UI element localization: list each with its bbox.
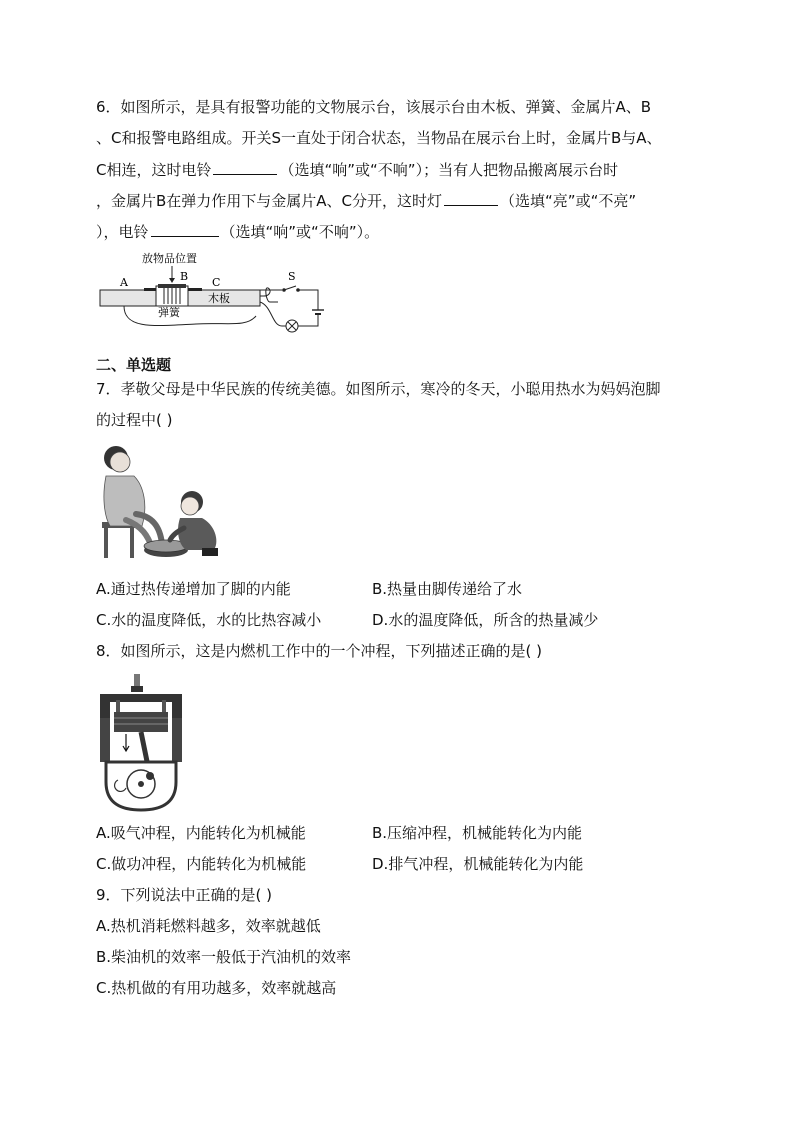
q6-line-1: 6．如图所示，是具有报警功能的文物展示台，该展示台由木板、弹簧、金属片A、B xyxy=(96,98,652,116)
q7-option-c[interactable]: C.水的温度降低，水的比热容减小 xyxy=(96,611,322,629)
q7-line-2: 的过程中( ) xyxy=(96,411,173,429)
q9-option-b[interactable]: B.柴油机的效率一般低于汽油机的效率 xyxy=(96,948,352,966)
q9-option-c[interactable]: C.热机做的有用功越多，效率就越高 xyxy=(96,979,337,997)
section-title-single-choice: 二、单选题 xyxy=(96,356,172,374)
q7-line-1: 7．孝敬父母是中华民族的传统美德。如图所示，寒冷的冬天，小聪用热水为妈妈泡脚 xyxy=(96,380,661,398)
label-c: C xyxy=(212,276,221,289)
label-object-position: 放物品位置 xyxy=(142,252,197,265)
q6-blank-1[interactable] xyxy=(213,158,277,175)
metal-plate-a xyxy=(144,288,156,291)
q6-line-3 xyxy=(96,158,618,181)
spark-plug-icon xyxy=(134,674,140,688)
child-body xyxy=(178,518,216,550)
mother-face xyxy=(110,452,130,472)
q9-line-1: 9．下列说法中正确的是( ) xyxy=(96,886,273,904)
q6-line-4-b: （选填“亮”或“不亮” xyxy=(500,192,637,210)
q7-foot-bath-illustration xyxy=(96,436,228,564)
q7-option-b[interactable]: B.热量由脚传递给了水 xyxy=(372,580,523,598)
piston xyxy=(114,712,168,732)
q6-line-3-a: C相连，这时电铃 xyxy=(96,161,212,179)
q8-option-c[interactable]: C.做功冲程，内能转化为机械能 xyxy=(96,855,307,873)
q6-blank-3[interactable] xyxy=(151,220,219,237)
q8-option-b[interactable]: B.压缩冲程，机械能转化为内能 xyxy=(372,824,583,842)
q6-line-2: 、C和报警电路组成。开关S一直处于闭合状态，当物品在展示台上时，金属片B与A、 xyxy=(96,129,662,147)
q8-option-d[interactable]: D.排气冲程，机械能转化为内能 xyxy=(372,855,584,873)
label-a: A xyxy=(120,276,128,289)
q6-line-5-b: （选填“响”或“不响”）。 xyxy=(220,223,380,241)
label-b: B xyxy=(180,270,189,283)
q6-circuit-figure xyxy=(96,250,326,342)
child-face xyxy=(181,497,199,515)
q6-line-4 xyxy=(96,189,636,212)
q7-option-d[interactable]: D.水的温度降低，所含的热量减少 xyxy=(372,611,599,629)
q7-option-a[interactable]: A.通过热传递增加了脚的内能 xyxy=(96,580,291,598)
q6-line-3-b: （选填“响”或“不响”）；当有人把物品搬离展示台时 xyxy=(279,161,619,179)
q8-engine-diagram xyxy=(96,672,186,812)
label-s: S xyxy=(288,270,296,283)
q6-line-4-a: ，金属片B在弹力作用下与金属片A、C分开，这时灯 xyxy=(96,192,443,210)
label-board: 木板 xyxy=(208,292,230,305)
metal-plate-b xyxy=(158,284,186,288)
metal-plate-c xyxy=(188,288,202,291)
q6-line-5-a: ），电铃 xyxy=(96,223,149,241)
q6-line-5 xyxy=(96,220,379,243)
q6-blank-2[interactable] xyxy=(444,189,498,206)
label-spring: 弹簧 xyxy=(158,306,180,319)
q8-line-1: 8．如图所示，这是内燃机工作中的一个冲程，下列描述正确的是( ) xyxy=(96,642,543,660)
q8-option-a[interactable]: A.吸气冲程，内能转化为机械能 xyxy=(96,824,306,842)
q9-option-a[interactable]: A.热机消耗燃料越多，效率就越低 xyxy=(96,917,321,935)
